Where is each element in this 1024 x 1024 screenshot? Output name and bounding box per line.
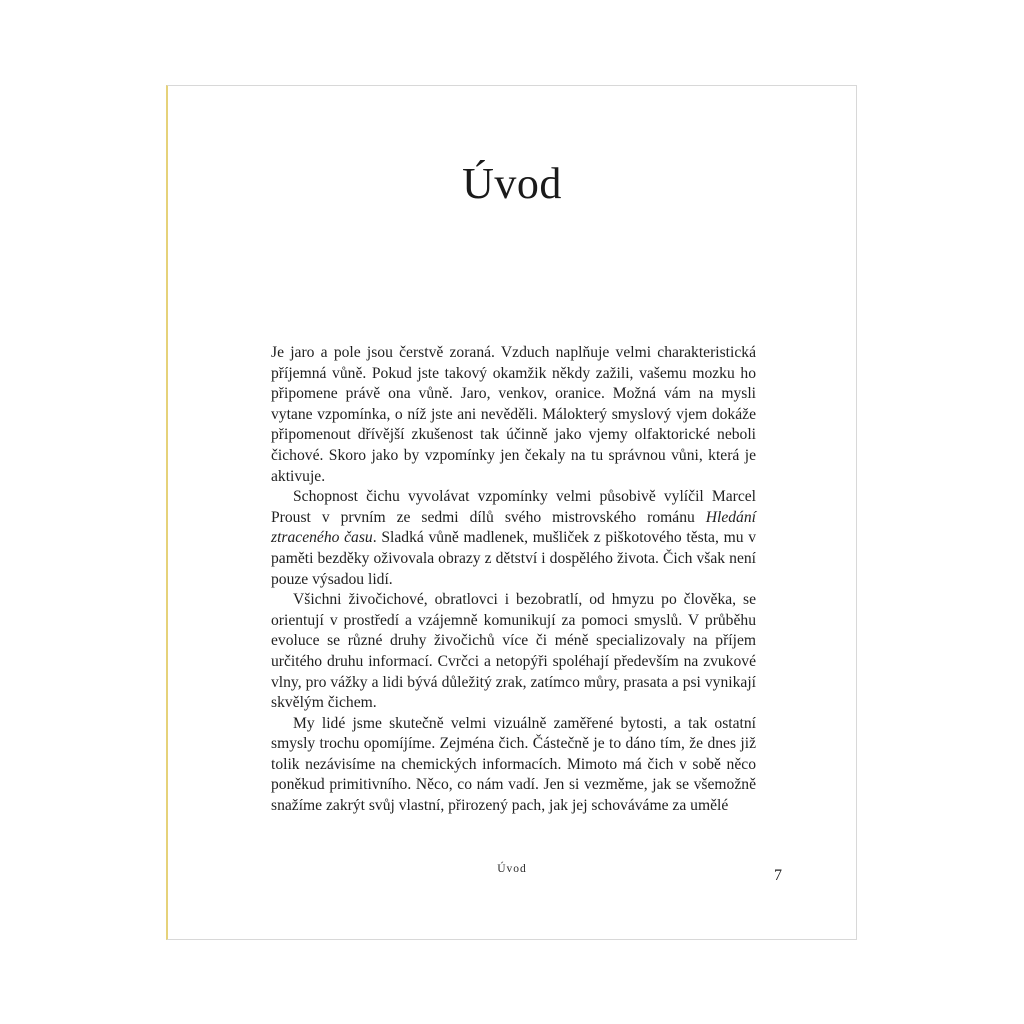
chapter-title: Úvod xyxy=(462,159,562,208)
body-paragraph xyxy=(271,590,756,714)
body-paragraph xyxy=(271,343,756,487)
paragraph-text: My lidé jsme skutečně velmi vizuálně zaměřené bytosti, a tak ostatní smysly trochu opomíjíme. Zejména čich. Částečně je to dáno tím, že dnes již tolik nezávisíme na chemických informacích. Mimoto má čich v sobě něco poněkud primitivního. Něco, co nám vadí. Jen si vezměme, jak se všemožně snažíme zakrýt svůj vlastní, přirozený pach, jak jej schováváme za umělé xyxy=(271,714,756,815)
body-text xyxy=(271,343,756,817)
book-page xyxy=(166,85,857,940)
paragraph-text: . Sladká vůně madlenek, mušliček z piškotového těsta, mu v paměti bezděky oživovala obrazy z dětství i dospělého života. Čich však není pouze výsadou lidí. xyxy=(271,529,757,588)
body-paragraph xyxy=(271,714,756,817)
paragraph-text: Schopnost čichu vyvolávat vzpomínky velmi působivě vylíčil Marcel Proust v prvním ze sedmi dílů svého mistrovského románu xyxy=(271,488,756,526)
page-number: 7 xyxy=(774,867,782,884)
body-paragraph xyxy=(271,487,756,590)
paragraph-text: Je jaro a pole jsou čerstvě zoraná. Vzduch naplňuje velmi charakteristická příjemná vůně. Pokud jste takový okamžik někdy zažili, vašemu mozku ho připomene právě ona vůně. Jaro, venkov, oranice. Možná vám na mysli vytane vzpomínka, o níž jste ani nevěděli. Málokterý smyslový vjem dokáže připomenout dřívější zkušenost tak účinně jako vjemy olfaktorické neboli čichové. Skoro jako by vzpomínky jen čekaly na tu správnou vůni, která je aktivuje. xyxy=(271,344,756,485)
book-title-italic: Hledání ztraceného času xyxy=(271,508,756,547)
paragraph-text: Všichni živočichové, obratlovci i bezobratlí, od hmyzu po člověka, se orientují v prostředí a vzájemně komunikují za pomoci smyslů. V průběhu evoluce se různé druhy živočichů více či méně specializovaly na příjem určitého druhu informací. Cvrčci a netopýři spoléhají především na zvukové vlny, pro vážky a lidi bývá důležitý zrak, zatímco můry, prasata a psi vynikají skvělým čichem. xyxy=(271,591,756,712)
running-footer-title: Úvod xyxy=(497,863,527,875)
